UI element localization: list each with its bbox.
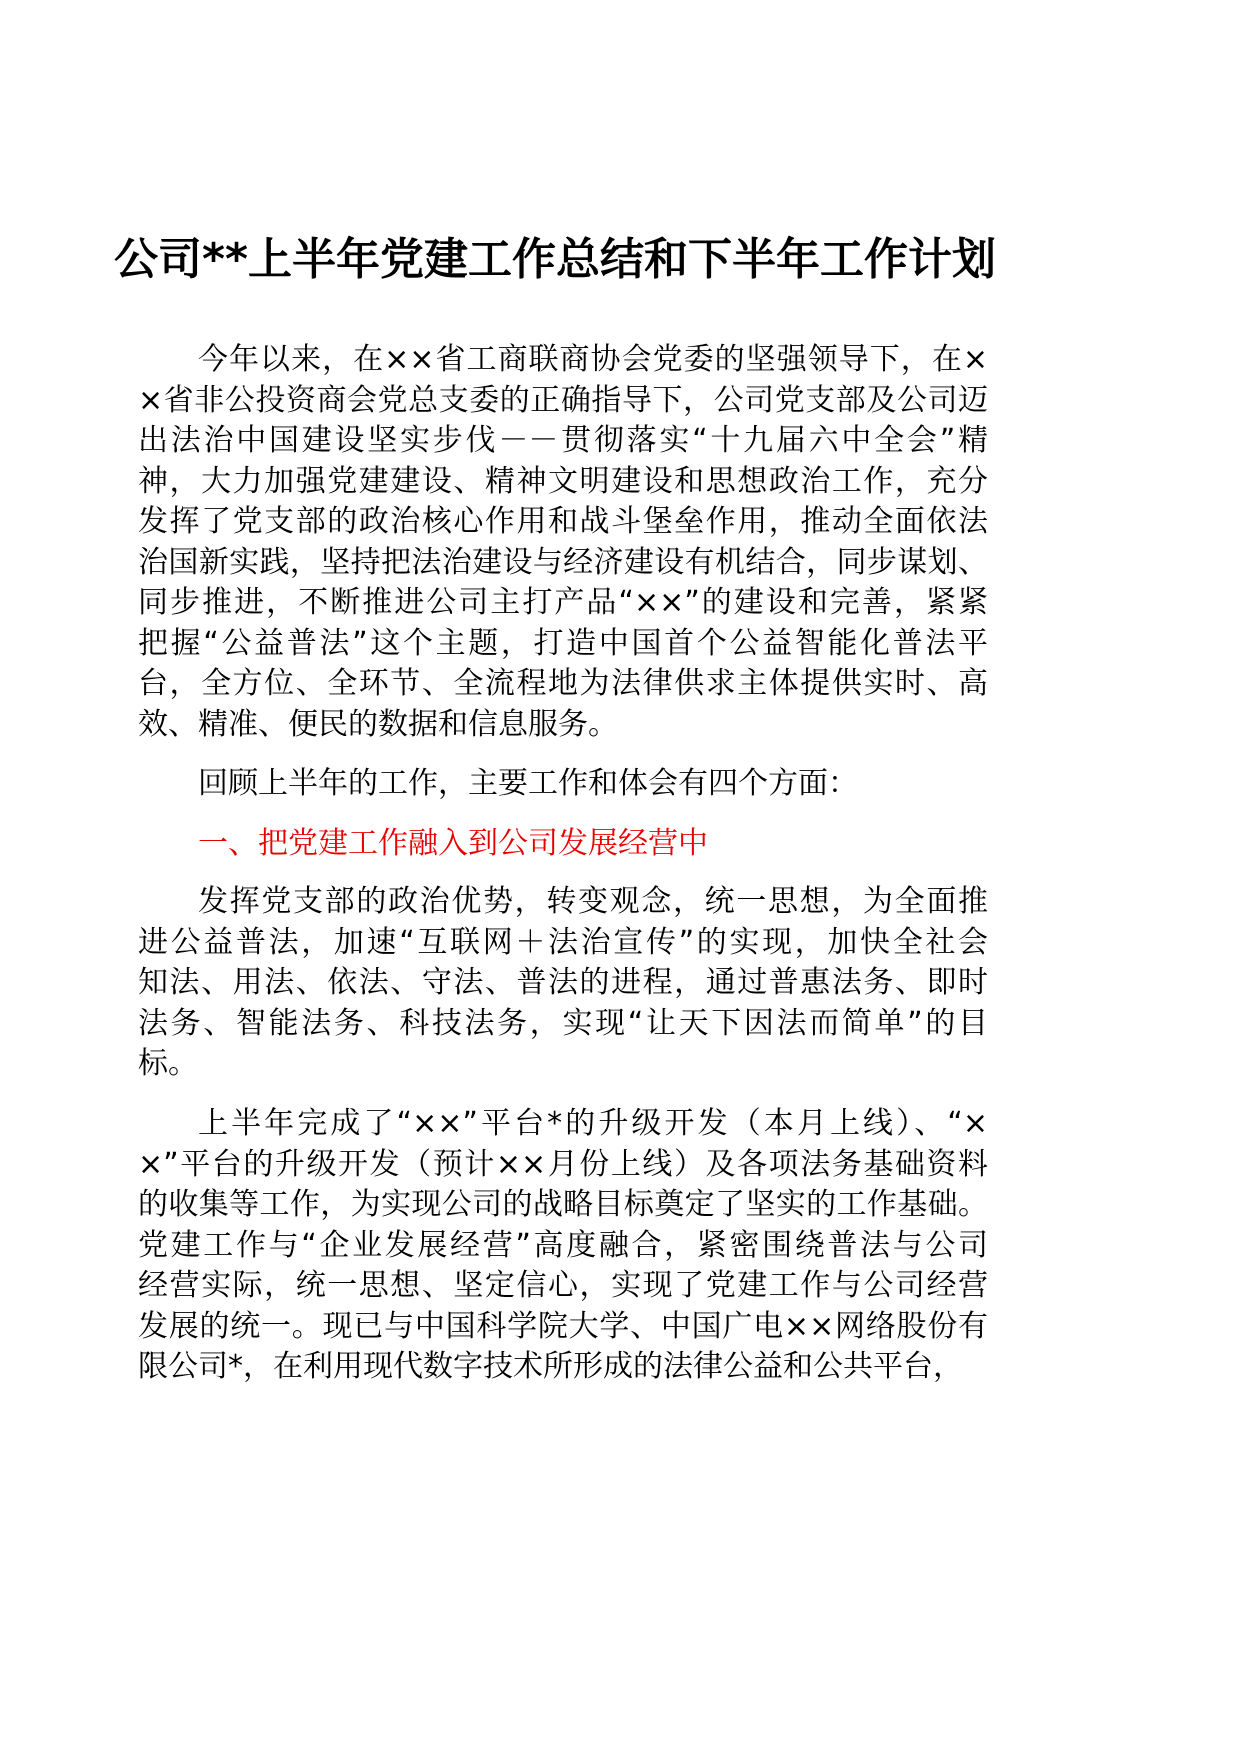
text-line: ×省非公投资商会党总支委的正确指导下，公司党支部及公司迈 bbox=[138, 382, 988, 418]
text-line: 知法、用法、依法、守法、普法的进程，通过普惠法务、即时 bbox=[138, 965, 988, 1000]
text-line: 台，全方位、全环节、全流程地为法律供求主体提供实时、高 bbox=[138, 666, 988, 701]
text-line: 同步推进，不断推进公司主打产品“××”的建设和完善，紧紧 bbox=[138, 585, 988, 620]
paragraph-section1-b bbox=[138, 1104, 988, 1388]
text-line: 一、把党建工作融入到公司发展经营中 bbox=[198, 826, 708, 861]
text-line: 神，大力加强党建建设、精神文明建设和思想政治工作，充分 bbox=[138, 463, 988, 499]
text-line: 治国新实践，坚持把法治建设与经济建设有机结合，同步谋划、 bbox=[138, 544, 988, 580]
text-line: 标。 bbox=[138, 1046, 198, 1081]
text-line: 发展的统一。现已与中国科学院大学、中国广电××网络股份有 bbox=[138, 1308, 988, 1344]
text-line: 回顾上半年的工作，主要工作和体会有四个方面： bbox=[198, 766, 858, 801]
text-line: 把握“公益普法”这个主题，打造中国首个公益智能化普法平 bbox=[138, 625, 988, 661]
paragraph-section1-a bbox=[138, 882, 988, 1085]
text-line: 发挥了党支部的政治核心作用和战斗堡垒作用，推动全面依法 bbox=[138, 504, 988, 539]
paragraph-intro bbox=[138, 340, 988, 745]
document-title: 公司**上半年党建工作总结和下半年工作计划 bbox=[113, 234, 997, 285]
text-line: 上半年完成了“××”平台*的升级开发（本月上线）、“× bbox=[198, 1106, 988, 1141]
paragraph-review bbox=[138, 764, 988, 805]
text-line: 发挥党支部的政治优势，转变观念，统一思想，为全面推 bbox=[198, 884, 988, 919]
text-line: 的收集等工作，为实现公司的战略目标奠定了坚实的工作基础。 bbox=[138, 1187, 988, 1222]
text-line: 进公益普法，加速“互联网＋法治宣传”的实现，加快全社会 bbox=[138, 924, 988, 960]
section-heading-1 bbox=[138, 824, 988, 865]
text-line: 经营实际，统一思想、坚定信心，实现了党建工作与公司经营 bbox=[138, 1268, 988, 1303]
text-line: 党建工作与“企业发展经营”高度融合，紧密围绕普法与公司 bbox=[138, 1227, 988, 1263]
text-line: 法务、智能法务、科技法务，实现“让天下因法而简单”的目 bbox=[138, 1005, 988, 1041]
text-line: 今年以来，在××省工商联商协会党委的坚强领导下，在× bbox=[198, 342, 988, 377]
text-line: 效、精准、便民的数据和信息服务。 bbox=[138, 706, 618, 742]
text-line: 限公司*，在利用现代数字技术所形成的法律公益和公共平台， bbox=[138, 1349, 963, 1384]
text-line: ×”平台的升级开发（预计××月份上线）及各项法务基础资料 bbox=[138, 1146, 988, 1182]
text-line: 出法治中国建设坚实步伐－－贯彻落实“十九届六中全会”精 bbox=[138, 423, 988, 458]
